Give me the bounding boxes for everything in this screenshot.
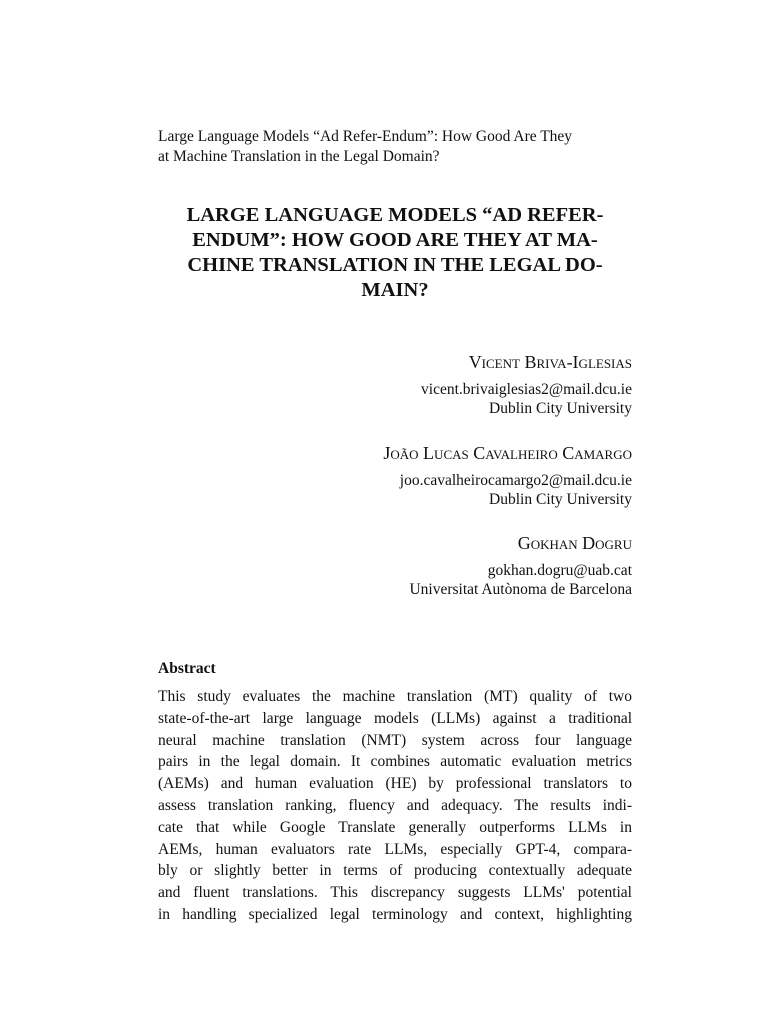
abstract-line: neural machine translation (NMT) system across four language <box>158 731 632 749</box>
abstract-line: AEMs, human evaluators rate LLMs, especially GPT-4, compara- <box>158 840 632 858</box>
abstract-line: bly or slightly better in terms of producing contextually adequate <box>158 862 632 880</box>
abstract-heading: Abstract <box>158 660 216 677</box>
author-email: joo.cavalheirocamargo2@mail.dcu.ie <box>399 472 632 489</box>
author-affiliation: Dublin City University <box>489 491 632 508</box>
author-email: vicent.brivaiglesias2@mail.dcu.ie <box>421 381 632 398</box>
title-line: ENDUM”: HOW GOOD ARE THEY AT MA- <box>192 229 598 251</box>
abstract-line: This study evaluates the machine translation (MT) quality of two <box>158 688 632 705</box>
abstract-line: pairs in the legal domain. It combines automatic evaluation metrics <box>158 753 632 771</box>
author-affiliation: Universitat Autònoma de Barcelona <box>409 581 632 598</box>
author-name: Gokhan Dogru <box>517 533 632 553</box>
author-email: gokhan.dogru@uab.cat <box>487 562 632 579</box>
author-block <box>383 442 632 509</box>
abstract-line: (AEMs) and human evaluation (HE) by professional translators to <box>158 775 632 793</box>
abstract-line: and fluent translations. This discrepancy suggests LLMs' potential <box>158 884 632 902</box>
author-affiliation: Dublin City University <box>489 400 632 417</box>
running-header-line: at Machine Translation in the Legal Domain? <box>158 148 440 165</box>
abstract-line: cate that while Google Translate generally outperforms LLMs in <box>158 818 632 836</box>
author-name: Vicent Briva-Iglesias <box>468 352 632 372</box>
abstract-line: assess translation ranking, fluency and adequacy. The results indi- <box>158 796 632 814</box>
author-block <box>409 532 632 599</box>
abstract-body <box>158 686 632 926</box>
title-line: LARGE LANGUAGE MODELS “AD REFER- <box>186 204 604 226</box>
author-block <box>421 351 632 418</box>
running-header <box>158 127 638 167</box>
author-name: João Lucas Cavalheiro Camargo <box>383 443 632 463</box>
abstract-line: in handling specialized legal terminology and context, highlighting <box>158 905 632 923</box>
title-line: MAIN? <box>361 279 429 301</box>
title-line: CHINE TRANSLATION IN THE LEGAL DO- <box>187 254 603 276</box>
abstract-line: state-of-the-art large language models (LLMs) against a traditional <box>158 709 632 727</box>
running-header-line: Large Language Models “Ad Refer-Endum”: How Good Are They <box>158 128 573 145</box>
paper-title <box>158 203 632 303</box>
